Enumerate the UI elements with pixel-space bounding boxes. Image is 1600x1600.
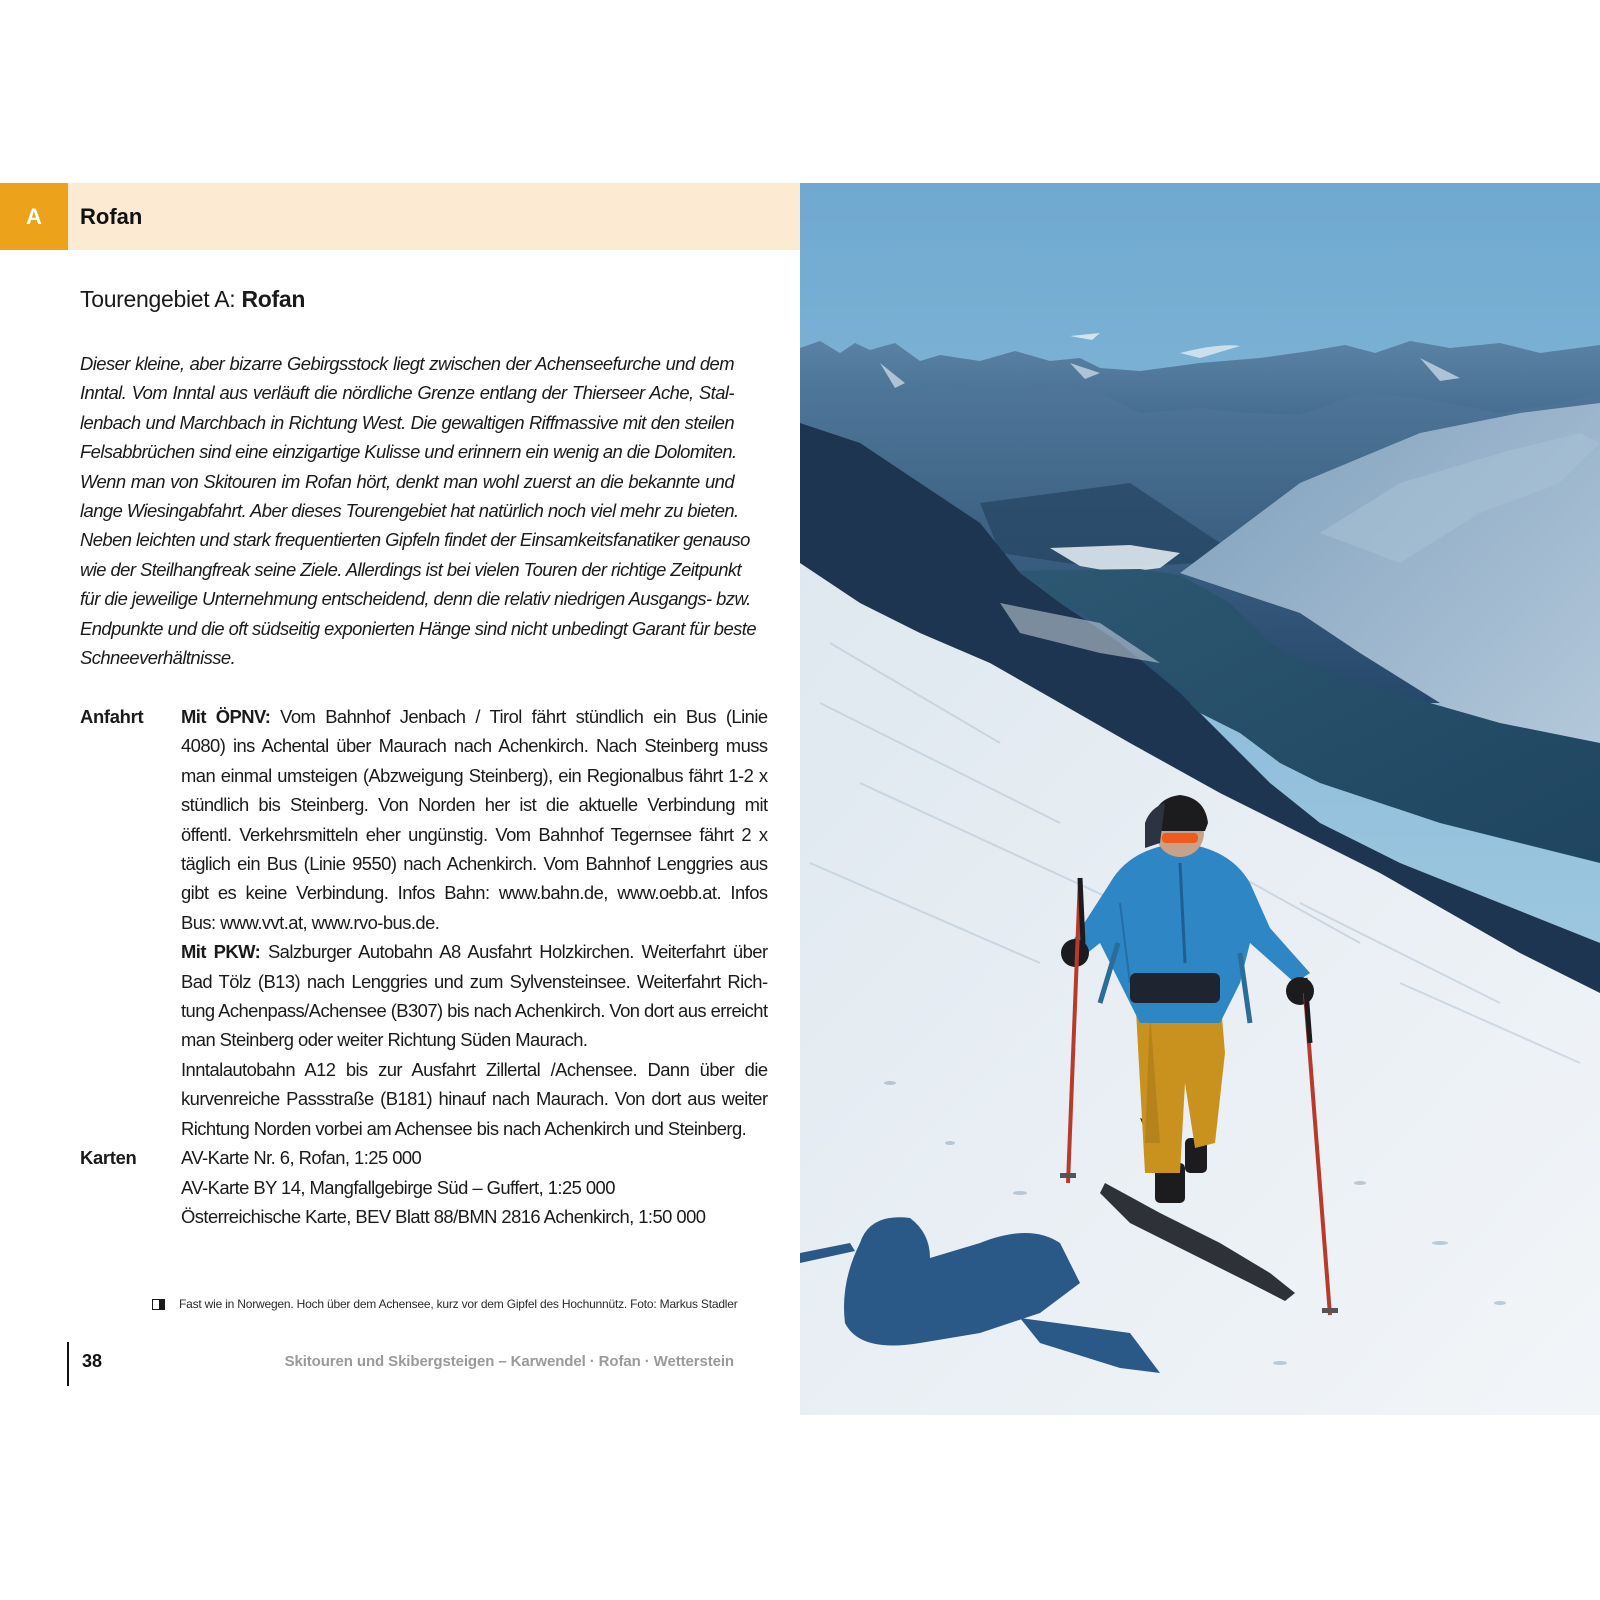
pkw-label: Mit PKW: [181, 941, 261, 963]
intro-line: für die jeweilige Unternehmung entscheidend, denn die relativ niedrigen Ausgangs- bzw. [80, 588, 751, 610]
pkw-line: Bad Tölz (B13) nach Lenggries und zum Sylvensteinsee. Weiterfahrt Rich- [181, 970, 768, 992]
intro-line: Felsabbrüchen sind eine einzigartige Kulisse und erinnern ein wenig an die Dolomiten. [80, 441, 737, 463]
pkw-line: man Steinberg oder weiter Richtung Süden Maurach. [181, 1029, 588, 1051]
page-number: 38 [82, 1351, 103, 1371]
intro-line: lenbach und Marchbach in Richtung West. Die gewaltigen Riffmassive mit den steilen [80, 411, 734, 433]
info-label-karten: Karten [80, 1147, 137, 1169]
intro-line: wie der Steilhangfreak seine Ziele. Allerdings ist bei vielen Touren der richtige Zeitpunkt [80, 558, 742, 580]
oepnv-line: 4080) ins Achental über Maurach nach Achenkirch. Nach Steinberg muss [181, 735, 768, 757]
intro-line: Endpunkte und die oft südseitig exponierten Hänge sind nicht unbedingt Garant für beste [80, 617, 757, 639]
oepnv-line: gibt es keine Verbindung. Infos Bahn: www.bahn.de, www.oebb.at. Infos [181, 882, 768, 904]
intro-line: Inntal. Vom Inntal aus verläuft die nördliche Grenze entlang der Thierseer Ache, Stal- [80, 382, 734, 404]
info-body-karten [181, 1143, 734, 1231]
info-body-anfahrt [181, 702, 768, 1143]
chapter-header-band [0, 183, 800, 250]
oepnv-line: öffentl. Verkehrsmitteln eher ungünstig. Vom Bahnhof Tegernsee fährt 2 x [181, 823, 768, 845]
map-line: AV-Karte BY 14, Mangfallgebirge Süd – Guffert, 1:25 000 [181, 1176, 615, 1198]
info-row-karten [80, 1143, 734, 1231]
folio-rule [67, 1342, 69, 1386]
chapter-letter-tab: A [0, 183, 68, 250]
pkw-line: Inntalautobahn A12 bis zur Ausfahrt Zillertal /Achensee. Dann über die [181, 1058, 768, 1080]
chapter-title: Rofan [80, 203, 143, 229]
intro-line: Schneeverhältnisse. [80, 647, 236, 669]
oepnv-first-line: Mit ÖPNV: Vom Bahnhof Jenbach / Tirol fährt stündlich ein Bus (Linie [181, 706, 768, 727]
map-line: AV-Karte Nr. 6, Rofan, 1:25 000 [181, 1147, 422, 1169]
pkw-first-line: Mit PKW: Salzburger Autobahn A8 Ausfahrt Holzkirchen. Weiterfahrt über [181, 941, 768, 963]
info-table [80, 702, 768, 1231]
section-title [80, 286, 305, 313]
intro-line: Dieser kleine, aber bizarre Gebirgsstock liegt zwischen der Achenseefurche und dem [80, 353, 734, 374]
info-row-anfahrt [80, 702, 768, 1143]
info-label-anfahrt: Anfahrt [80, 706, 144, 727]
intro-line: Neben leichten und stark frequentierten Gipfeln findet der Einsamkeitsfanatiker genauso [80, 529, 750, 551]
map-line: Österreichische Karte, BEV Blatt 88/BMN 2816 Achenkirch, 1:50 000 [181, 1205, 706, 1227]
photo-caption [152, 1297, 738, 1311]
oepnv-line: täglich ein Bus (Linie 9550) nach Achenkirch. Vom Bahnhof Lenggries aus [181, 853, 768, 875]
oepnv-line: stündlich bis Steinberg. Von Norden her ist die aktuelle Verbindung mit [181, 794, 768, 816]
pkw-line: Richtung Norden vorbei am Achensee bis nach Achenkirch und Steinberg. [181, 1117, 747, 1139]
intro-line: Wenn man von Skitouren im Rofan hört, denkt man wohl zuerst an die bekannte und [80, 470, 734, 492]
running-title: Skitouren und Skibergsteigen – Karwendel · Rofan · Wetterstein [284, 1353, 734, 1370]
photo-ski-tourer-achensee [800, 183, 1600, 1415]
oepnv-line: Bus: www.vvt.at, www.rvo-bus.de. [181, 911, 440, 933]
intro-paragraph [80, 349, 757, 672]
section-title-prefix: Tourengebiet A: [80, 286, 242, 312]
pkw-line: kurvenreiche Passstraße (B181) hinauf nach Maurach. Von dort aus weiter [181, 1088, 768, 1110]
half-filled-square-icon [152, 1299, 165, 1310]
caption-text: Fast wie in Norwegen. Hoch über dem Achensee, kurz vor dem Gipfel des Hochunnütz. Foto: Markus Stadler [179, 1297, 738, 1311]
pkw-line: tung Achenpass/Achensee (B307) bis nach Achenkirch. Von dort aus erreicht [181, 1000, 768, 1022]
photo-illustration [800, 183, 1600, 1415]
intro-line: lange Wiesingabfahrt. Aber dieses Tourengebiet hat natürlich noch viel mehr zu bieten. [80, 500, 739, 522]
oepnv-label: Mit ÖPNV: [181, 706, 271, 727]
oepnv-line: man einmal umsteigen (Abzweigung Steinberg), ein Regionalbus fährt 1-2 x [181, 764, 768, 786]
section-title-name: Rofan [241, 286, 306, 312]
